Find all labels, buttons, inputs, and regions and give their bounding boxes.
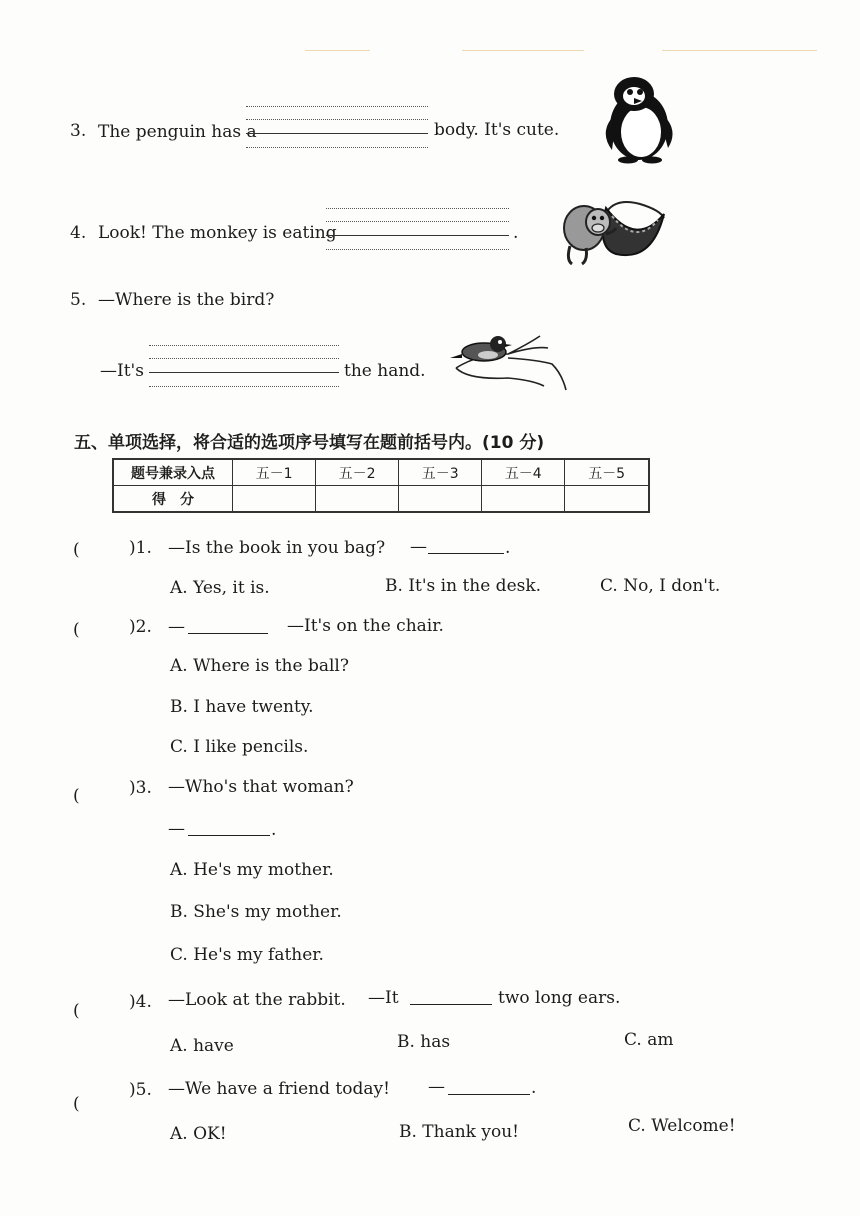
q3-text-after: body. It's cute. — [434, 120, 560, 140]
q5-question: —Where is the bird? — [98, 290, 275, 310]
mc-q2-option-b: B. I have twenty. — [170, 697, 314, 717]
mc-q4-blank[interactable] — [410, 988, 492, 1005]
mc-q1-number: )1. — [129, 538, 152, 558]
mc-q1-text: —Is the book in you bag? — [168, 538, 386, 558]
mc-q4-text: —Look at the rabbit. — [168, 990, 346, 1010]
mc-q5-text: —We have a friend today! — [168, 1079, 390, 1099]
score-table-column: 五－4 — [482, 459, 565, 486]
score-table-column: 五－1 — [233, 459, 316, 486]
score-table-column: 五－5 — [565, 459, 649, 486]
monkey-eating-watermelon-icon — [556, 188, 672, 268]
penguin-icon — [598, 74, 680, 164]
q3-writing-guide[interactable] — [246, 106, 428, 152]
score-table-column: 五－2 — [316, 459, 399, 486]
mc-q3-answer-dash: — — [168, 819, 185, 839]
mc-q1-option-a: A. Yes, it is. — [170, 578, 270, 598]
score-cell[interactable] — [316, 486, 399, 513]
score-table-header-label: 题号兼录入点 — [113, 459, 233, 486]
mc-q4-number: )4. — [129, 992, 152, 1012]
answer-paren[interactable]: ( — [73, 1094, 80, 1114]
score-cell[interactable] — [565, 486, 649, 513]
q3-text-before: The penguin has a — [98, 122, 257, 142]
bird-on-hand-icon — [448, 324, 570, 408]
q3-number: 3. — [70, 121, 87, 141]
mc-q5-option-a: A. OK! — [170, 1124, 227, 1144]
mc-q3-blank[interactable] — [188, 819, 270, 836]
mc-q1-dash: — — [410, 537, 427, 557]
mc-q2-number: )2. — [129, 617, 152, 637]
answer-paren[interactable]: ( — [73, 786, 80, 806]
answer-paren[interactable]: ( — [73, 620, 80, 640]
score-table — [112, 458, 650, 513]
score-table-column: 五－3 — [399, 459, 482, 486]
mc-q4-answer-start: —It — [368, 988, 399, 1008]
scan-artifact-line — [662, 50, 817, 51]
mc-q4-option-b: B. has — [397, 1032, 451, 1052]
mc-q3-option-a: A. He's my mother. — [170, 860, 334, 880]
q5-answer-after: the hand. — [344, 361, 426, 381]
mc-q4-answer-end: two long ears. — [498, 988, 621, 1008]
mc-q3-option-c: C. He's my father. — [170, 945, 324, 965]
mc-q2-option-a: A. Where is the ball? — [170, 656, 349, 676]
q4-number: 4. — [70, 223, 87, 243]
mc-q4-option-a: A. have — [170, 1036, 234, 1056]
score-table-row-label: 得 分 — [113, 486, 233, 513]
score-table-header-row — [113, 459, 649, 486]
q4-text-before: Look! The monkey is eating — [98, 223, 337, 243]
mc-q2-answer-line: —It's on the chair. — [287, 616, 444, 636]
mc-q3-option-b: B. She's my mother. — [170, 902, 342, 922]
score-cell[interactable] — [482, 486, 565, 513]
mc-q1-blank[interactable] — [428, 537, 504, 554]
mc-q5-number: )5. — [129, 1080, 152, 1100]
q4-text-after: . — [513, 223, 519, 243]
mc-q3-text: —Who's that woman? — [168, 777, 354, 797]
mc-q5-period: . — [531, 1078, 537, 1098]
score-cell[interactable] — [399, 486, 482, 513]
mc-q3-number: )3. — [129, 778, 152, 798]
answer-paren[interactable]: ( — [73, 540, 80, 560]
scan-artifact-line — [462, 50, 584, 51]
mc-q2-option-c: C. I like pencils. — [170, 737, 309, 757]
mc-q1-option-c: C. No, I don't. — [600, 576, 721, 596]
score-cell[interactable] — [233, 486, 316, 513]
mc-q3-period: . — [271, 820, 277, 840]
mc-q1-period: . — [505, 538, 511, 558]
mc-q4-option-c: C. am — [624, 1030, 674, 1050]
mc-q5-dash: — — [428, 1077, 445, 1097]
mc-q5-option-b: B. Thank you! — [399, 1122, 519, 1142]
q5-number: 5. — [70, 290, 87, 310]
scan-artifact-line — [305, 50, 370, 51]
q4-writing-guide[interactable] — [326, 208, 509, 254]
mc-q2-dash: — — [168, 617, 185, 637]
q5-answer-before: —It's — [100, 361, 144, 381]
section-five-heading: 五、单项选择，将合适的选项序号填写在题前括号内。(10 分) — [74, 433, 545, 453]
mc-q5-option-c: C. Welcome! — [628, 1116, 736, 1136]
score-table-score-row — [113, 486, 649, 513]
answer-paren[interactable]: ( — [73, 1001, 80, 1021]
q5-writing-guide[interactable] — [149, 345, 339, 391]
mc-q2-blank[interactable] — [188, 617, 268, 634]
mc-q1-option-b: B. It's in the desk. — [385, 576, 542, 596]
mc-q5-blank[interactable] — [448, 1078, 530, 1095]
